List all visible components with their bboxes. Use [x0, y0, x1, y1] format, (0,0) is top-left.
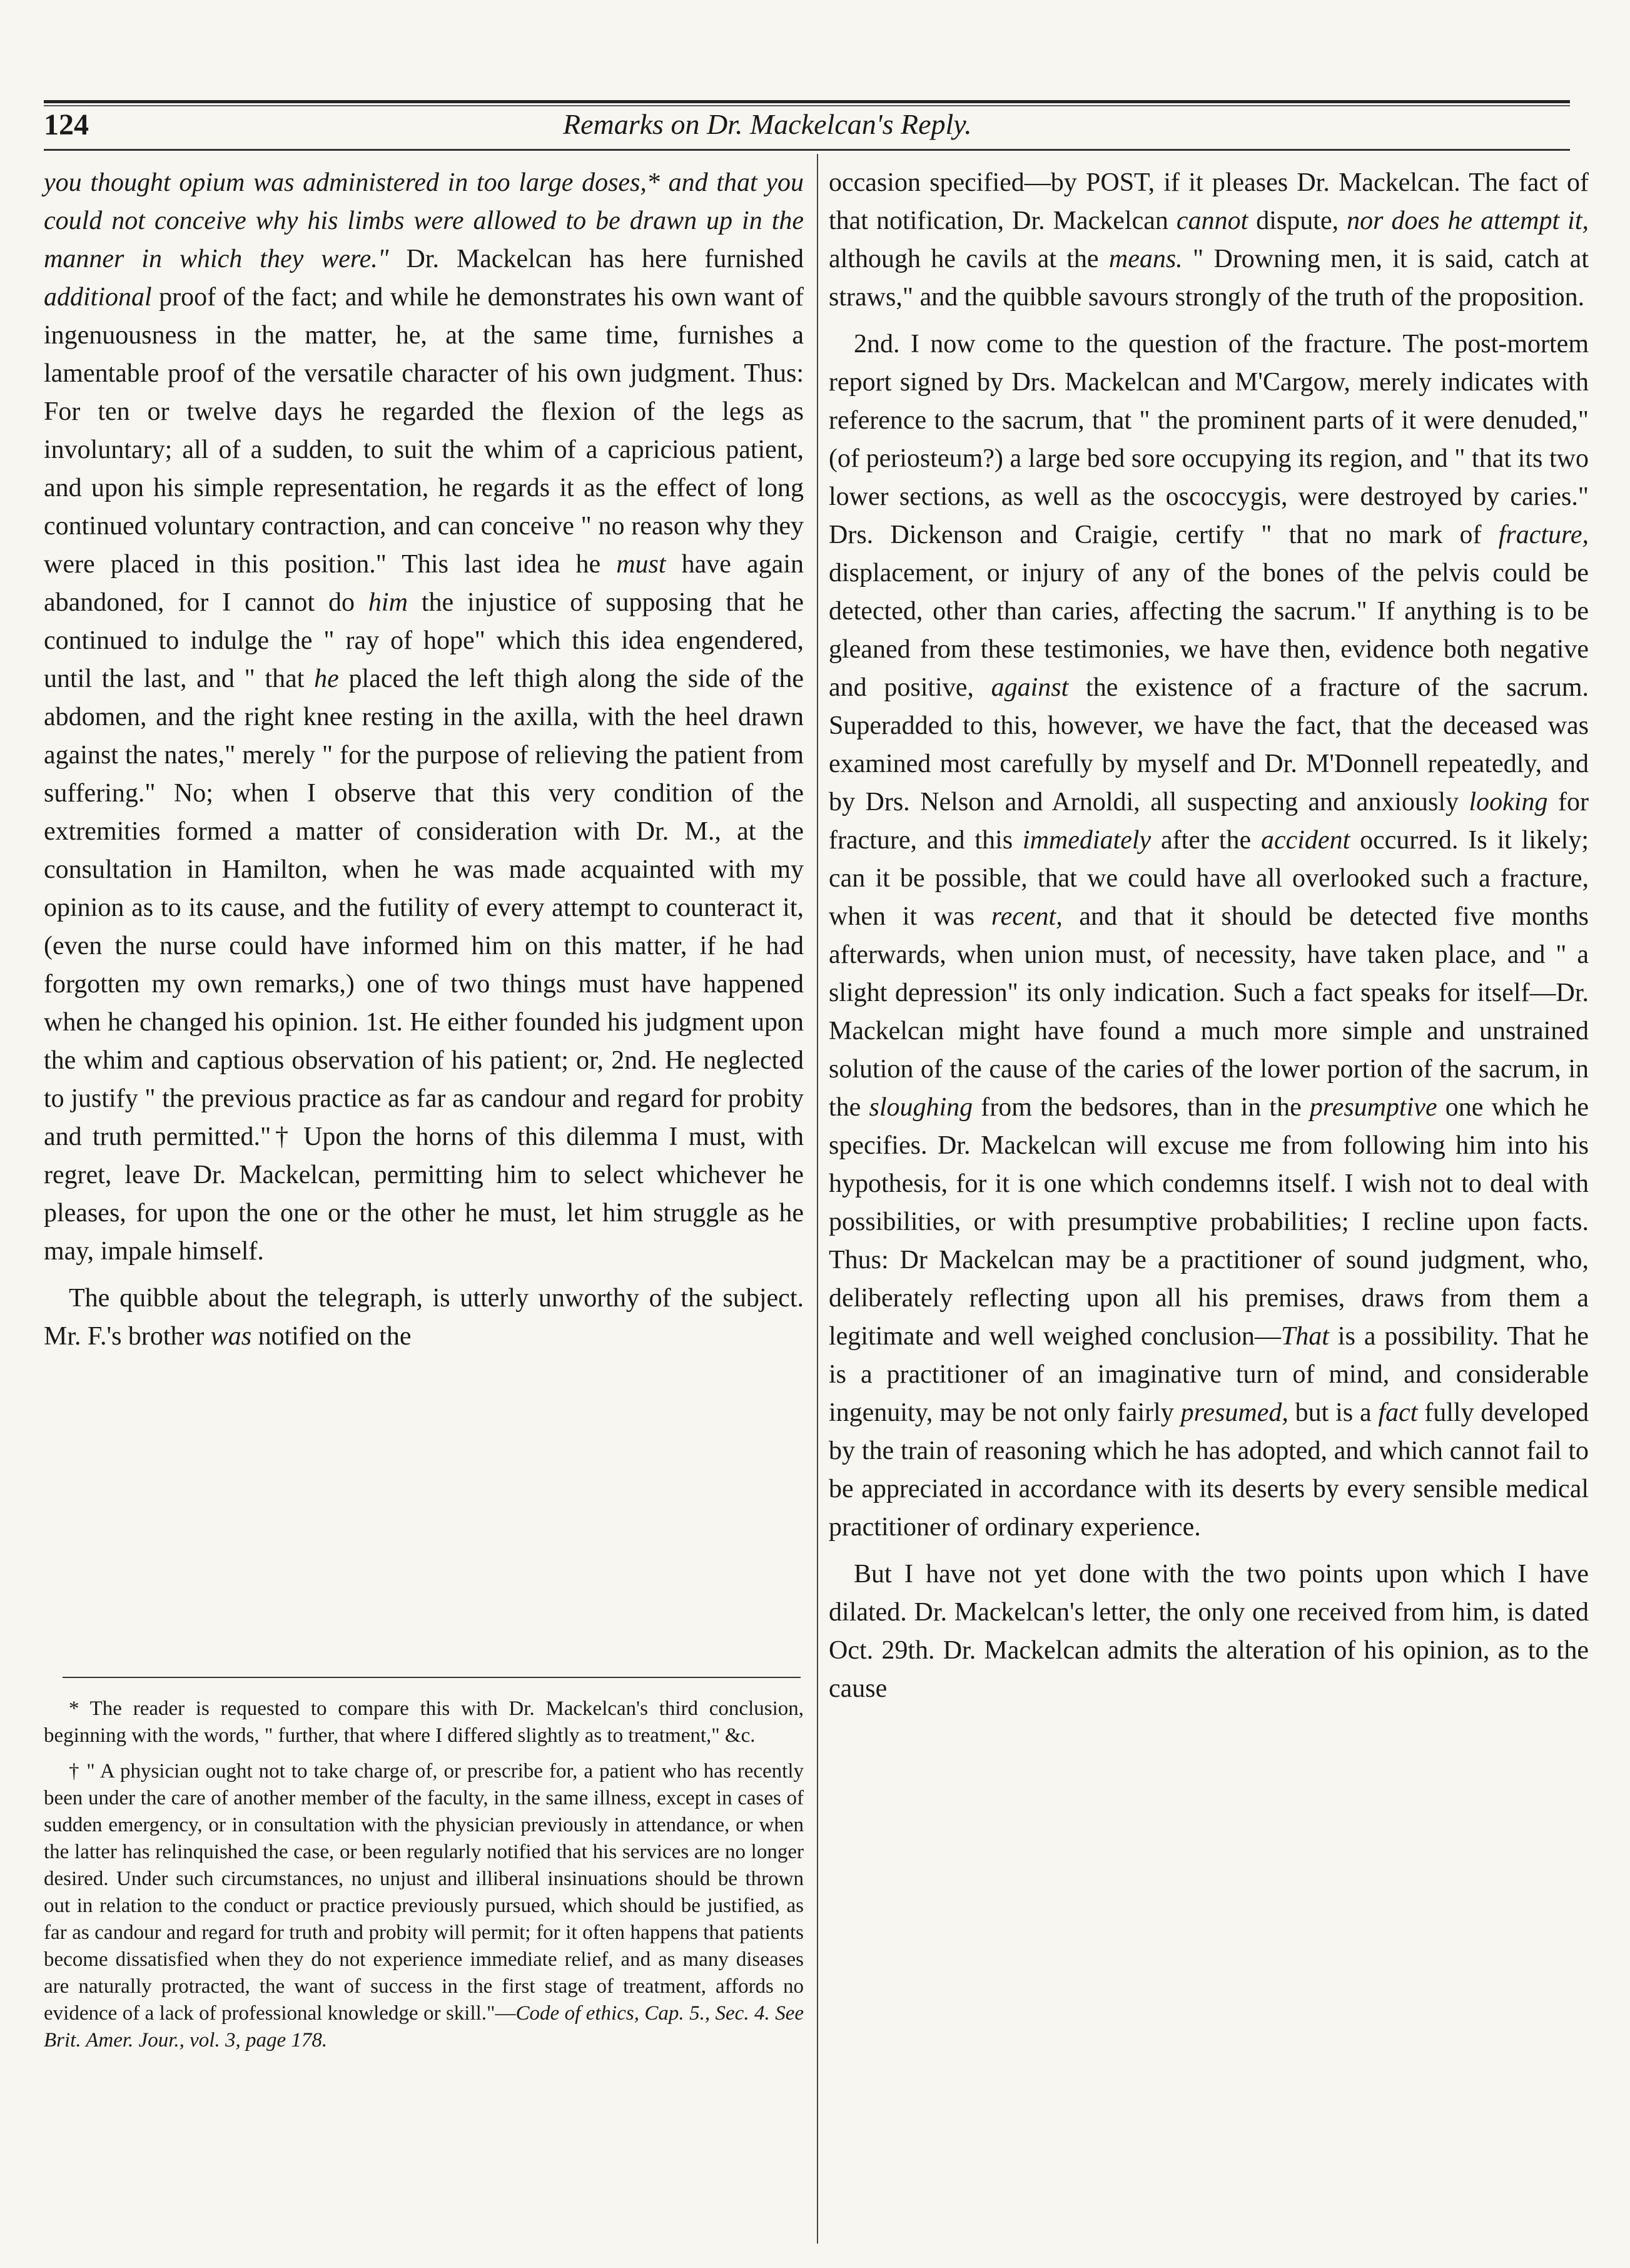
paragraph: [829, 325, 1589, 1547]
text: fully developed by the train of reasoning which he has adopted, and which cannot fail to be appreciated in accordance with its deserts by every sensible medical practitioner of ordinary experience.: [829, 1398, 1589, 1542]
left-column: [44, 164, 804, 1356]
footnote: * The reader is requested to compare this with Dr. Mackelcan's third conclusion, beginning with the words, " further, that where I differed slightly as to treatment," &c.: [44, 1697, 804, 1747]
italic-text: That: [1280, 1322, 1329, 1351]
italic-text: recent,: [991, 902, 1063, 931]
italic-text: sloughing: [869, 1093, 973, 1122]
page-number: 124: [44, 108, 89, 141]
text: and that it should be detected five months afterwards, when union must, of necessity, have taken place, and " a slight depression" its only indication. Such a fact speaks for itself—Dr. Mackelcan might have found a much more simple and unstrained solution of the cause of the caries of the lower portion of the sacrum, in the: [829, 902, 1589, 1122]
italic-text: means.: [1108, 245, 1183, 273]
text: from the bedsores, than in the: [973, 1093, 1310, 1122]
text: occasion specified—by POST, if it pleases Dr. Mackelcan. The fact of that notification, Dr. Mackelcan: [829, 168, 1589, 235]
italic-text: fact: [1378, 1398, 1418, 1427]
running-head: Remarks on Dr. Mackelcan's Reply.: [563, 108, 972, 140]
text: occurred. Is it likely; can it be possible, that we could have all overlooked such a fracture, when it was: [829, 826, 1589, 931]
italic-text: nor does he attempt it,: [1347, 206, 1589, 235]
italic-text: immediately: [1022, 826, 1152, 855]
italic-text: looking: [1469, 788, 1548, 816]
text: " Drowning men, it is said, catch at straws," and the quibble savours strongly of the truth of the proposition.: [829, 245, 1589, 312]
text: the injustice of supposing that he continued to indulge the " ray of hope" which this idea engendered, until the last, and " that: [44, 588, 804, 693]
paragraph: But I have not yet done with the two points upon which I have dilated. Dr. Mackelcan's letter, the only one received from him, is dated Oct. 29th. Dr. Mackelcan admits the alteration of his opinion, as to the cause: [829, 1560, 1589, 1703]
top-rule-thin: [44, 105, 1570, 106]
text: have again abandoned, for I cannot do: [44, 550, 804, 617]
italic-text: he: [314, 664, 339, 693]
paragraph: [829, 164, 1589, 317]
citation: See Brit. Amer. Jour., vol. 3, page 178.: [44, 2002, 804, 2052]
italic-text: you thought opium was administered in too large doses,* and that you could not conceive why his limbs were allowed to be drawn up in the manner in which they were.": [44, 168, 804, 273]
footnote: [44, 1758, 804, 2054]
italic-text: him: [368, 588, 408, 617]
italic-text: fracture,: [1498, 521, 1589, 549]
text: 2nd. I now come to the question of the fracture. The post-mortem report signed by Drs. Mackelcan and M'Cargow, merely indicates with reference to the sacrum, that " the prominent parts of it were denuded," (of periosteum?) a large bed sore occupying its region, and " that its two lower sections, as well as the oscoccygis, were destroyed by caries." Drs. Dickenson and Craigie, certify " that no mark of: [829, 330, 1589, 549]
text: is a possibility. That he is a practitioner of an imaginative turn of mind, and considerable ingenuity, may be not only fairly: [829, 1322, 1589, 1427]
text: for fracture, and this: [829, 788, 1589, 855]
footnotes: [44, 1696, 804, 2063]
paragraph: [44, 1279, 804, 1356]
text: notified on the: [251, 1322, 412, 1351]
italic-text: against: [991, 673, 1069, 702]
top-rule: [44, 100, 1570, 103]
text: placed the left thigh along the side of the abdomen, and the right knee resting in the axilla, with the heel drawn against the nates," merely " for the purpose of relieving the patient from suffering." No; when I observe that this very condition of the extremities formed a matter of consideration with Dr. M., at the consultation in Hamilton, when he was made acquainted with my opinion as to its cause, and the futility of every attempt to counteract it, (even the nurse could have informed him on this matter, if he had forgotten my own remarks,) one of two things must have happened when he changed his opinion. 1st. He either founded his judgment upon the whim and captious observation of his patient; or, 2nd. He neglected to justify " the previous practice as far as candour and regard for probity and truth permitted."† Upon the horns of this dilemma I must, with regret, leave Dr. Mackelcan, permitting him to select whichever he pleases, for upon the one or the other he must, let him struggle as he may, impale himself.: [44, 664, 804, 1266]
column-divider: [817, 154, 818, 2244]
text: displacement, or injury of any of the bones of the pelvis could be detected, other than caries, affecting the sacrum." If anything is to be gleaned from these testimonies, we have then, evidence both negative and positive,: [829, 559, 1589, 702]
right-column: [829, 164, 1589, 1708]
text: the existence of a fracture of the sacrum. Superadded to this, however, we have the fact, that the deceased was examined most carefully by myself and Dr. M'Donnell repeatedly, and by Drs. Nelson and Arnoldi, all suspecting and anxiously: [829, 673, 1589, 816]
italic-text: additional: [44, 283, 152, 312]
text: The quibble about the telegraph, is utterly unworthy of the subject. Mr. F.'s brother: [44, 1284, 804, 1351]
italic-text: cannot: [1176, 206, 1248, 235]
italic-text: must: [616, 550, 666, 579]
italic-text: was: [210, 1322, 252, 1351]
text: † " A physician ought not to take charge of, or prescribe for, a patient who has recently been under the care of another member of the faculty, in the same illness, except in cases of sudden emergency, or in consultation with the physician previously in attendance, or when the latter has relinquished the case, or been regularly notified that his services are no longer desired. Under such circumstances, no unjust and illiberal insinuations should be thrown out in relation to the conduct or practice previously pursued, which should be justified, as far as candour and regard for truth and probity will permit; for it often happens that patients become dissatisfied when they do not experience immediate relief, and as many diseases are naturally protracted, the want of success in the first stage of treatment, affords no evidence of a lack of professional knowledge or skill."—: [44, 1760, 804, 2025]
italic-text: presumed,: [1180, 1398, 1288, 1427]
italic-text: accident: [1260, 826, 1350, 855]
text: [770, 2002, 775, 2025]
text: proof of the fact; and while he demonstrates his own want of ingenuousness in the matter, he, at the same time, furnishes a lamentable proof of the versatile character of his own judgment. Thus: For ten or twelve days he regarded the flexion of the legs as involuntary; all of a sudden, to suit the whim of a capricious patient, and upon his simple representation, he regards it as the effect of long continued voluntary contraction, and can conceive " no reason why they were placed in this position." This last idea he: [44, 283, 804, 579]
text: one which he specifies. Dr. Mackelcan will excuse me from following him into his hypothesis, for it is one which condemns itself. I wish not to deal with possibilities, or with presumptive probabilities; I recline upon facts. Thus: Dr Mackelcan may be a practitioner of sound judgment, who, deliberately reflecting upon all his premises, draws from them a legitimate and well weighed conclusion—: [829, 1093, 1589, 1351]
text: dispute,: [1248, 206, 1347, 235]
citation: Code of ethics, Cap. 5., Sec. 4.: [515, 2002, 770, 2025]
paragraph: [44, 164, 804, 1271]
header-rule: [44, 149, 1570, 151]
italic-text: presumptive: [1309, 1093, 1437, 1122]
text: but is a: [1288, 1398, 1379, 1427]
text: Dr. Mackelcan has here furnished: [388, 245, 804, 273]
text: although he cavils at the: [829, 245, 1109, 273]
text: after the: [1151, 826, 1261, 855]
footnote-rule: [63, 1677, 801, 1678]
